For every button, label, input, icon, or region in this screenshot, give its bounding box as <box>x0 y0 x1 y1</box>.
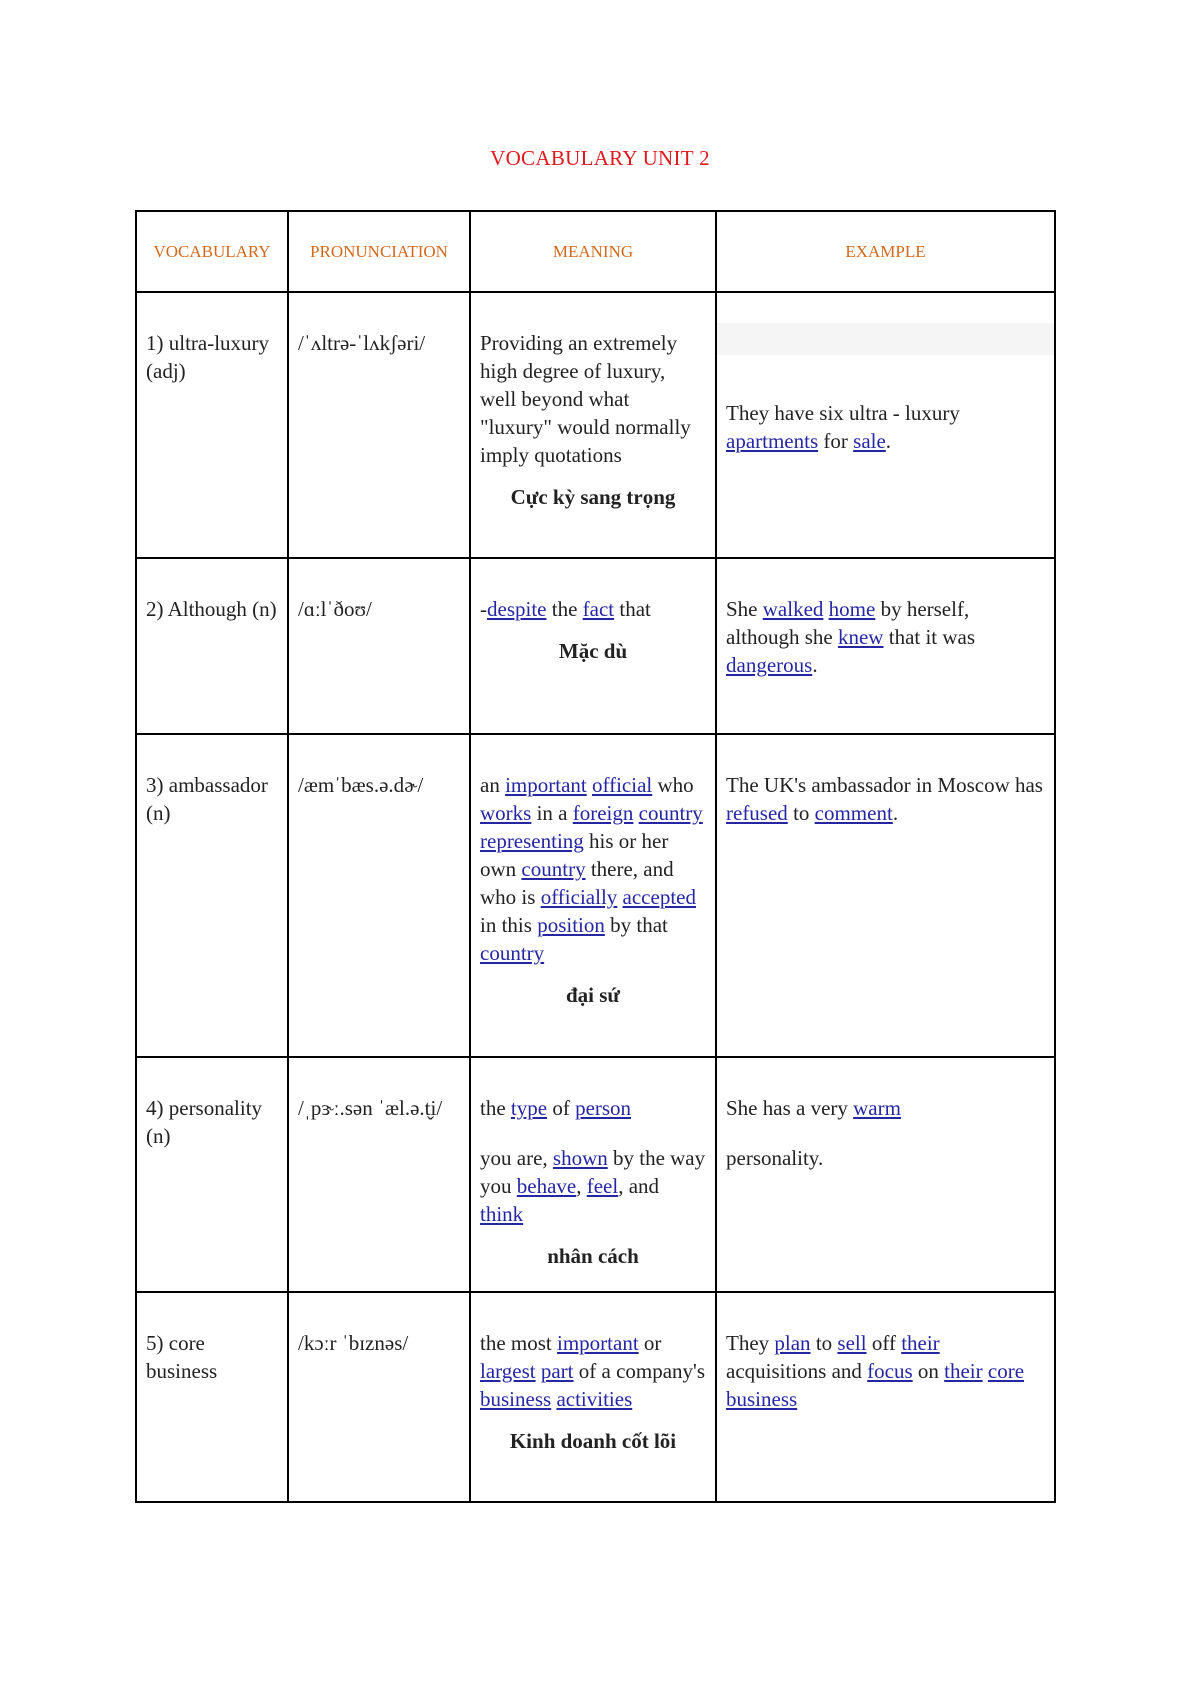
vietnamese-meaning: Mặc dù <box>558 639 628 663</box>
dictionary-link[interactable]: person <box>575 1096 632 1120</box>
dictionary-link[interactable]: business <box>480 1387 552 1411</box>
dictionary-link[interactable]: business <box>726 1387 798 1411</box>
dictionary-link[interactable]: walked <box>762 597 824 621</box>
dictionary-link[interactable]: country <box>521 857 586 881</box>
text-run: by the way you <box>480 1146 706 1198</box>
text-run: that it was <box>883 625 976 649</box>
dictionary-link[interactable]: sale <box>853 429 886 453</box>
vocabulary-term: 3) ambassador (n) <box>136 734 288 1057</box>
highlight-band <box>717 323 1054 355</box>
text-run: by herself, although she <box>726 597 970 649</box>
meaning-cell <box>470 1057 716 1292</box>
dictionary-link[interactable]: plan <box>774 1331 811 1355</box>
text-run: there, and who is <box>480 857 674 909</box>
text-run: in this <box>480 913 538 937</box>
header-vocabulary: VOCABULARY <box>136 211 288 292</box>
meaning-cell <box>470 558 716 734</box>
text-run: She <box>726 597 763 621</box>
example-cell <box>716 1292 1055 1502</box>
dictionary-link[interactable]: their <box>901 1331 940 1355</box>
dictionary-link[interactable]: type <box>510 1096 548 1120</box>
text-run: of a company's <box>573 1359 706 1383</box>
pronunciation: /ˈʌltrə-ˈlʌkʃəri/ <box>288 292 470 558</box>
text-run: of <box>547 1096 576 1120</box>
paragraph-break <box>726 1122 1045 1144</box>
text-run: who <box>652 773 694 797</box>
table-row <box>136 558 1055 734</box>
dictionary-link[interactable]: knew <box>837 625 884 649</box>
dictionary-link[interactable]: behave <box>516 1174 577 1198</box>
header-meaning: MEANING <box>470 211 716 292</box>
text-run: his or her own <box>480 829 669 881</box>
text-run: that <box>614 597 651 621</box>
dictionary-link[interactable]: their <box>944 1359 983 1383</box>
meaning-cell <box>470 734 716 1057</box>
table-header-row <box>136 211 1055 292</box>
example-cell <box>716 734 1055 1057</box>
meaning-cell <box>470 1292 716 1502</box>
header-pronunciation: PRONUNCIATION <box>288 211 470 292</box>
text-run: Providing an extremely high degree of luxury, well beyond what "luxury" would normally imply quotations <box>480 331 691 467</box>
text-run: They have six ultra - luxury <box>726 401 960 425</box>
dictionary-link[interactable]: sell <box>837 1331 867 1355</box>
page-title: VOCABULARY UNIT 2 <box>490 146 710 170</box>
dictionary-link[interactable]: important <box>557 1331 639 1355</box>
vocabulary-term: 5) core business <box>136 1292 288 1502</box>
text-run: for <box>818 429 854 453</box>
text-run: . <box>892 801 899 825</box>
dictionary-link[interactable]: largest <box>480 1359 536 1383</box>
dictionary-link[interactable]: focus <box>867 1359 913 1383</box>
dictionary-link[interactable]: country <box>480 941 545 965</box>
text-run: , <box>576 1174 587 1198</box>
text-run: acquisitions and <box>726 1359 868 1383</box>
vietnamese-meaning: nhân cách <box>547 1244 639 1268</box>
pronunciation: /æmˈbæs.ə.dɚ/ <box>288 734 470 1057</box>
dictionary-link[interactable]: representing <box>480 829 584 853</box>
pronunciation: /ɑːlˈðoʊ/ <box>288 558 470 734</box>
vocabulary-term: 1) ultra-luxury (adj) <box>136 292 288 558</box>
dictionary-link[interactable]: feel <box>586 1174 619 1198</box>
dictionary-link[interactable]: officially <box>540 885 618 909</box>
text-run: off <box>866 1331 902 1355</box>
text-run: or <box>638 1331 662 1355</box>
text-run: to <box>787 801 815 825</box>
dictionary-link[interactable]: accepted <box>622 885 696 909</box>
dictionary-link[interactable]: fact <box>582 597 615 621</box>
text-run: , and <box>618 1174 660 1198</box>
vocabulary-term: 2) Although (n) <box>136 558 288 734</box>
table-row <box>136 1057 1055 1292</box>
dictionary-link[interactable]: home <box>828 597 876 621</box>
vietnamese-meaning: đại sứ <box>565 983 621 1007</box>
text-run: - <box>480 597 487 621</box>
text-run: the <box>480 1096 511 1120</box>
dictionary-link[interactable]: activities <box>556 1387 633 1411</box>
text-run: They <box>726 1331 775 1355</box>
dictionary-link[interactable]: position <box>537 913 605 937</box>
dictionary-link[interactable]: apartments <box>726 429 819 453</box>
dictionary-link[interactable]: part <box>540 1359 574 1383</box>
text-run: She has a very <box>726 1096 854 1120</box>
dictionary-link[interactable]: dangerous <box>726 653 813 677</box>
text-run: . <box>812 653 818 677</box>
table-row <box>136 1292 1055 1502</box>
text-run: the <box>546 597 583 621</box>
example-cell <box>716 558 1055 734</box>
text-run: to <box>810 1331 838 1355</box>
vocabulary-term: 4) personality (n) <box>136 1057 288 1292</box>
table-row <box>136 292 1055 558</box>
text-run: an <box>480 773 506 797</box>
text-run: the most <box>480 1331 557 1355</box>
vietnamese-meaning: Cực kỳ sang trọng <box>510 485 676 509</box>
vocabulary-table <box>135 210 1056 1503</box>
text-run: personality. <box>726 1146 824 1170</box>
header-example: EXAMPLE <box>716 211 1055 292</box>
dictionary-link[interactable]: despite <box>487 597 547 621</box>
example-cell <box>716 292 1055 558</box>
example-cell <box>716 1057 1055 1292</box>
table-row <box>136 734 1055 1057</box>
text-run: . <box>885 429 892 453</box>
dictionary-link[interactable]: shown <box>552 1146 608 1170</box>
text-run: on <box>912 1359 945 1383</box>
dictionary-link[interactable]: refused <box>726 801 788 825</box>
text-run: in a <box>531 801 573 825</box>
paragraph-break <box>480 1122 706 1144</box>
dictionary-link[interactable]: country <box>638 801 703 825</box>
dictionary-link[interactable]: foreign <box>572 801 634 825</box>
dictionary-link[interactable]: warm <box>853 1096 901 1120</box>
dictionary-link[interactable]: core <box>987 1359 1025 1383</box>
text-run: by that <box>604 913 668 937</box>
text-run: The UK's ambassador in Moscow has <box>726 773 1043 797</box>
dictionary-link[interactable]: works <box>480 801 532 825</box>
vietnamese-meaning: Kinh doanh cốt lõi <box>509 1429 677 1453</box>
dictionary-link[interactable]: think <box>480 1202 524 1226</box>
dictionary-link[interactable]: official <box>591 773 653 797</box>
pronunciation: /kɔːr ˈbɪznəs/ <box>288 1292 470 1502</box>
text-run: you are, <box>480 1146 553 1170</box>
dictionary-link[interactable]: important <box>505 773 587 797</box>
dictionary-link[interactable]: comment <box>814 801 893 825</box>
pronunciation: /ˌpɝː.sən ˈæl.ə.t̬i/ <box>288 1057 470 1292</box>
meaning-cell <box>470 292 716 558</box>
